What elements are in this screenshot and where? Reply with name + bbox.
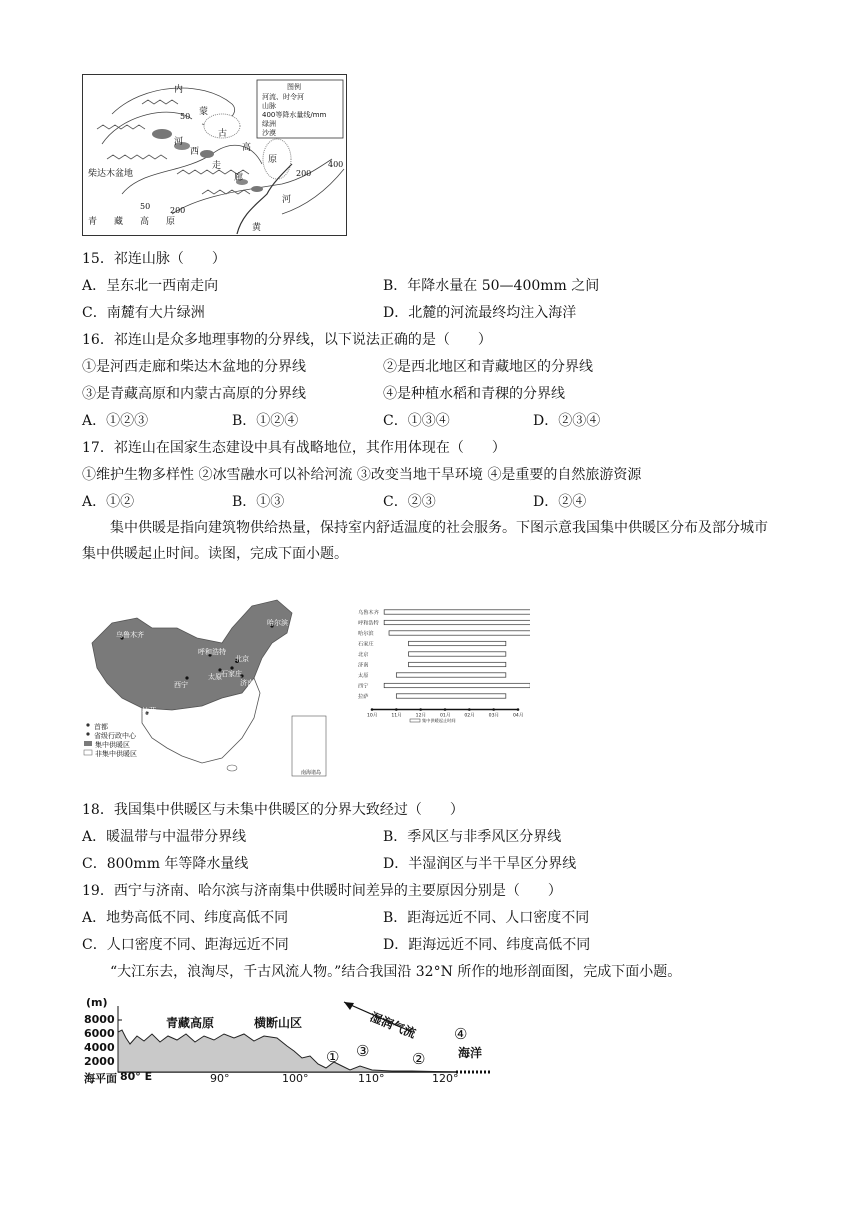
q16-option-a: A．①②③ <box>82 413 149 429</box>
map-label-gao2: 高 <box>140 217 150 227</box>
q19-option-b: B．距海远近不同、人口密度不同 <box>383 910 590 926</box>
legend-item-river: 河流、时令河 <box>262 93 304 101</box>
chart-x-tick <box>395 708 398 711</box>
chart-legend-label: 集中供暖起止时间 <box>422 718 456 723</box>
chart-x-tick <box>419 708 422 711</box>
q16-option-d: D．②③④ <box>533 413 601 429</box>
map-label-yuan: 原 <box>268 155 278 165</box>
q16-stem: 16．祁连山是众多地理事物的分界线，以下说法正确的是（ ） <box>82 332 492 348</box>
legend-item-oasis: 绿洲 <box>262 120 276 128</box>
q19-option-d: D．距海远近不同、纬度高低不同 <box>383 937 591 953</box>
chart-category-label: 北京 <box>358 652 369 658</box>
chart-bar <box>409 652 506 656</box>
x-tick-110: 110° <box>358 1072 385 1085</box>
isohyet-50-north: 50 <box>180 112 191 121</box>
heating-map-figure <box>82 598 328 778</box>
map-label-xi: 西 <box>190 147 200 157</box>
q16-option-c: C．①③④ <box>383 413 450 429</box>
y-tick-6000: 6000 <box>84 1027 115 1040</box>
map-label-basin: 柴达木盆地 <box>88 169 134 179</box>
x-tick-90: 90° <box>210 1072 230 1085</box>
chart-bar <box>396 694 505 698</box>
legend-non-heating-area: 非集中供暖区 <box>95 750 137 758</box>
q17-stem: 17．祁连山在国家生态建设中具有战略地位，其作用体现在（ ） <box>82 440 506 456</box>
q17-option-a: A．①② <box>82 494 135 510</box>
legend-item-isohyet: 400等降水量线/mm <box>262 111 327 119</box>
map-label-zou: 走 <box>212 161 222 171</box>
marker-1: ① <box>326 1048 340 1066</box>
map-label-yuan2: 原 <box>166 217 176 227</box>
city-shijiazhuang: 石家庄 <box>221 670 242 678</box>
label-moist-airflow: 湿润气流 <box>368 1009 418 1041</box>
qilian-map <box>82 74 347 236</box>
map-label-he: 河 <box>174 137 184 147</box>
chart-category-label: 哈尔滨 <box>358 631 374 637</box>
q17-statements: ①维护生物多样性 ②冰雪融水可以补给河流 ③改变当地干旱环境 ④是重要的自然旅游资源 <box>82 467 642 483</box>
chart-x-tick-label: 04月 <box>513 713 524 719</box>
heating-period-svg <box>358 605 530 735</box>
label-ocean: 海洋 <box>458 1046 483 1060</box>
chart-category-label: 西宁 <box>358 683 369 690</box>
x-tick-120: 120° <box>432 1072 459 1085</box>
chart-bar <box>396 673 505 677</box>
chart-category-label: 乌鲁木齐 <box>358 610 379 616</box>
isohyet-200-east: 200 <box>296 169 312 178</box>
q15-stem: 15．祁连山脉（ ） <box>82 251 226 267</box>
chart-bar <box>409 662 506 666</box>
x-tick-80e: 80° E <box>120 1070 153 1083</box>
chart-category-label: 太原 <box>358 673 369 679</box>
legend-heating-area: 集中供暖区 <box>95 741 130 749</box>
y-tick-4000: 4000 <box>84 1041 115 1054</box>
legend-capital: 首都 <box>94 723 108 731</box>
map-label-lang: 廊 <box>234 173 244 183</box>
city-xining: 西宁 <box>174 681 188 689</box>
city-hohhot: 呼和浩特 <box>198 648 226 656</box>
isohyet-400: 400 <box>328 160 344 169</box>
map-label-gao: 高 <box>242 143 252 153</box>
chart-x-tick <box>517 708 520 711</box>
map-label-qing: 青 <box>88 217 98 227</box>
map-label-meng: 蒙 <box>199 107 209 117</box>
chart-category-label: 济南 <box>358 662 369 669</box>
sea-level-label: 海平面 <box>84 1072 117 1085</box>
chart-x-tick-label: 10月 <box>367 713 378 719</box>
chart-x-tick <box>371 708 374 711</box>
q15-option-b: B．年降水量在 50—400mm 之间 <box>383 278 600 294</box>
chart-bar <box>389 631 530 635</box>
q18-option-b: B．季风区与非季风区分界线 <box>383 829 562 845</box>
city-harbin: 哈尔滨 <box>267 619 288 627</box>
chart-bar <box>384 620 530 624</box>
chart-x-tick-label: 03月 <box>488 713 500 719</box>
chart-category-label: 石家庄 <box>358 641 374 648</box>
label-qinghai-tibet-plateau: 青藏高原 <box>166 1016 215 1030</box>
city-taiyuan: 太原 <box>208 673 222 681</box>
legend-title: 图例 <box>287 83 301 91</box>
marker-4: ④ <box>454 1025 468 1043</box>
heating-intro: 集中供暖是指向建筑物供给热量，保持室内舒适温度的社会服务。下图示意我国集中供暖区分布及部分城市集中供暖起止时间。读图，完成下面小题。 <box>82 520 768 562</box>
city-beijing: 北京 <box>235 655 249 663</box>
y-tick-8000: 8000 <box>84 1013 115 1026</box>
chart-x-tick-label: 11月 <box>391 713 402 719</box>
chart-category-label: 拉萨 <box>358 694 369 700</box>
q19-option-c: C．人口密度不同、距海远近不同 <box>82 937 289 953</box>
city-urumqi: 乌鲁木齐 <box>116 631 144 639</box>
legend-item-mountain: 山脉 <box>262 102 276 110</box>
q17-option-c: C．②③ <box>383 494 436 510</box>
isohyet-50-south: 50 <box>140 202 151 211</box>
q18-option-a: A．暖温带与中温带分界线 <box>82 829 247 845</box>
map-label-zang: 藏 <box>114 217 124 227</box>
label-hengduan-mountains: 横断山区 <box>254 1016 303 1030</box>
q15-option-c: C．南麓有大片绿洲 <box>82 305 205 321</box>
profile-intro: “大江东去，浪淘尽，千古风流人物。”结合我国沿 32°N 所作的地形剖面图，完成下面小题。 <box>110 964 682 980</box>
chart-x-tick <box>444 708 447 711</box>
profile-unit: (m) <box>86 996 108 1009</box>
chart-x-tick <box>468 708 471 711</box>
isohyet-200-south: 200 <box>170 206 186 215</box>
qilian-map-figure <box>82 74 347 236</box>
chart-x-tick <box>492 708 495 711</box>
q17-option-b: B．①③ <box>232 494 285 510</box>
q19-stem: 19．西宁与济南、哈尔滨与济南集中供暖时间差异的主要原因分别是（ ） <box>82 883 562 899</box>
q15-option-a: A．呈东北一西南走向 <box>82 278 219 294</box>
chart-x-tick-label: 12月 <box>415 713 427 719</box>
chart-bar <box>384 610 530 614</box>
q18-stem: 18．我国集中供暖区与未集中供暖区的分界大致经过（ ） <box>82 802 464 818</box>
terrain-profile-figure <box>82 996 498 1086</box>
q16-statement-2: ②是西北地区和青藏地区的分界线 <box>383 359 593 375</box>
legend-provincial-center: 省级行政中心 <box>94 732 136 740</box>
chart-legend-swatch <box>410 719 420 722</box>
chart-x-tick-label: 01月 <box>440 713 451 719</box>
map-label-huang: 黄 <box>252 223 262 233</box>
y-tick-2000: 2000 <box>84 1055 115 1068</box>
legend-item-desert: 沙漠 <box>262 129 276 137</box>
q17-option-d: D．②④ <box>533 494 587 510</box>
heating-period-chart <box>358 605 530 735</box>
map-label-he2: 河 <box>282 195 292 205</box>
chart-bar <box>384 683 530 687</box>
chart-category-label: 呼和浩特 <box>358 620 379 627</box>
chart-bar <box>409 641 506 645</box>
city-jinan: 济南 <box>240 679 254 687</box>
q16-statement-3: ③是青藏高原和内蒙古高原的分界线 <box>82 386 306 402</box>
chart-x-tick-label: 02月 <box>464 713 475 719</box>
q16-statement-1: ①是河西走廊和柴达木盆地的分界线 <box>82 359 306 375</box>
q16-option-b: B．①②④ <box>232 413 299 429</box>
map-label-gu: 古 <box>218 129 228 139</box>
marker-2: ② <box>412 1050 426 1068</box>
q16-statement-4: ④是种植水稻和青稞的分界线 <box>383 386 565 402</box>
q15-option-d: D．北麓的河流最终均注入海洋 <box>383 305 577 321</box>
city-lhasa: 拉萨 <box>142 707 156 715</box>
q18-option-c: C．800mm 年等降水量线 <box>82 856 249 872</box>
marker-3: ③ <box>356 1042 370 1060</box>
inset-label: 南海诸岛 <box>301 770 322 776</box>
q18-option-d: D．半湿润区与半干旱区分界线 <box>383 856 577 872</box>
x-tick-100: 100° <box>282 1072 309 1085</box>
q19-option-a: A．地势高低不同、纬度高低不同 <box>82 910 289 926</box>
map-label-nei: 内 <box>174 85 184 95</box>
